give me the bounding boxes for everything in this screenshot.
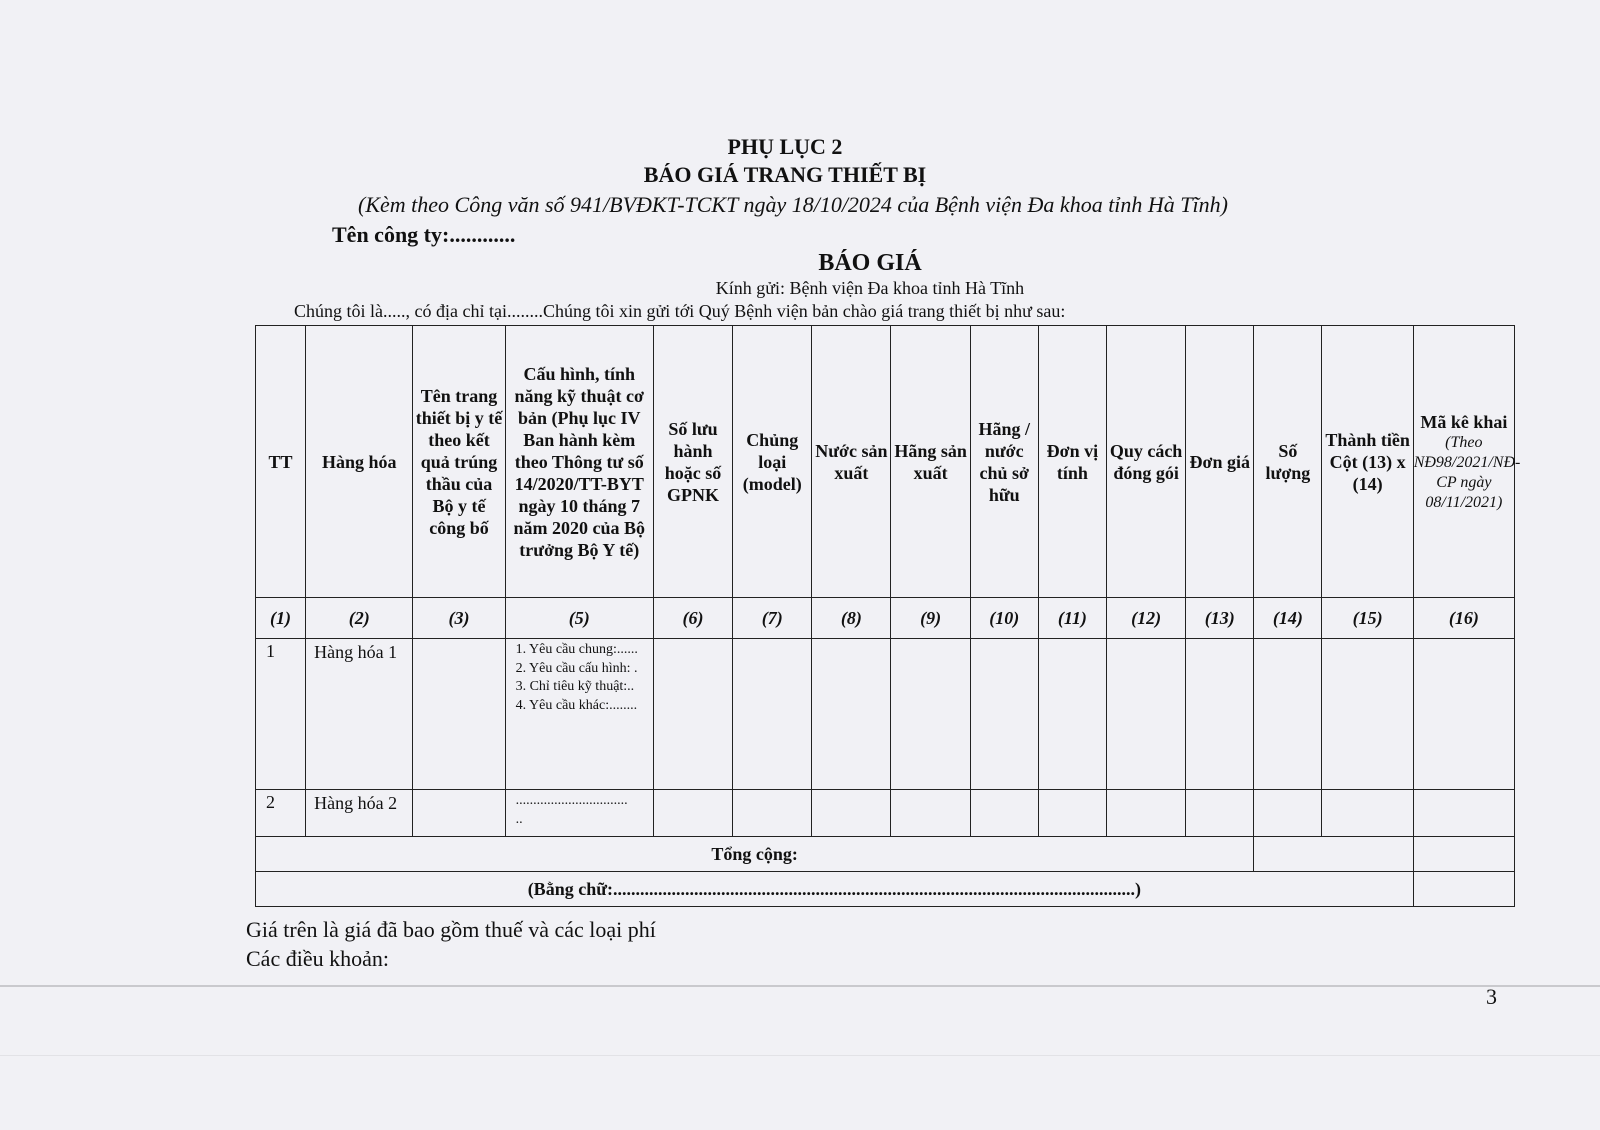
column-number: (13) xyxy=(1186,598,1254,639)
column-number: (2) xyxy=(306,598,413,639)
row-cell xyxy=(1106,790,1185,837)
document-title: BÁO GIÁ TRANG THIẾT BỊ xyxy=(643,162,927,187)
total-row xyxy=(256,837,1515,872)
column-number: (11) xyxy=(1038,598,1106,639)
row-cell xyxy=(1254,790,1322,837)
spec-line: 3. Chỉ tiêu kỹ thuật:.. xyxy=(515,679,635,694)
row-spec xyxy=(505,639,653,790)
quote-table xyxy=(255,325,1521,907)
terms-label: Các điều khoản: xyxy=(246,946,389,971)
column-number: (6) xyxy=(653,598,732,639)
row-cell xyxy=(812,639,891,790)
column-number: (12) xyxy=(1106,598,1185,639)
col-header-cau-hinh: Cấu hình, tính năng kỹ thuật cơ bản (Phụ lục IV Ban hành kèm theo Thông tư số 14/2020/TT-BYT ngày 10 tháng 7 năm 2020 của Bộ trưởng Bộ Y tế) xyxy=(505,326,653,598)
appendix-heading: PHỤ LỤC 2 xyxy=(727,134,843,159)
quote-title: BÁO GIÁ xyxy=(818,250,922,276)
in-words-code xyxy=(1413,872,1514,907)
col-header-hang-hoa: Hàng hóa xyxy=(306,326,413,598)
col-header-ma-ke-khai xyxy=(1413,326,1521,598)
in-words-row xyxy=(256,872,1515,907)
row-item-name: Hàng hóa 1 xyxy=(306,639,413,790)
col-header-hang-nuoc-chu-so-huu: Hãng / nước chủ sở hữu xyxy=(970,326,1038,598)
row-cell xyxy=(812,790,891,837)
ma-ke-khai-label: Mã kê khai xyxy=(1420,411,1508,432)
row-cell xyxy=(891,639,970,790)
row-spec xyxy=(505,790,653,837)
row-cell xyxy=(1413,790,1514,837)
column-number: (1) xyxy=(256,598,306,639)
row-cell xyxy=(970,790,1038,837)
column-number: (16) xyxy=(1413,598,1514,639)
row-cell xyxy=(733,639,812,790)
table-row xyxy=(256,639,1515,790)
column-number: (14) xyxy=(1254,598,1322,639)
col-header-hang-san-xuat: Hãng sản xuất xyxy=(891,326,970,598)
price-note: Giá trên là giá đã bao gồm thuế và các loại phí xyxy=(246,917,656,942)
row-cell xyxy=(1038,639,1106,790)
col-header-quy-cach: Quy cách đóng gói xyxy=(1106,326,1185,598)
row-cell xyxy=(1186,639,1254,790)
page-divider xyxy=(0,985,1600,987)
column-number: (9) xyxy=(891,598,970,639)
row-cell xyxy=(1186,790,1254,837)
row-cell xyxy=(1322,639,1413,790)
amount-in-words: (Bằng chữ:....................................................................................................................) xyxy=(256,872,1414,907)
col-header-so-luong: Số lượng xyxy=(1254,326,1322,598)
row-cell xyxy=(1322,790,1413,837)
col-header-tt: TT xyxy=(256,326,306,598)
ma-ke-khai-note: (Theo NĐ98/2021/NĐ-CP ngày 08/11/2021) xyxy=(1413,433,1521,511)
row-tt: 1 xyxy=(256,639,306,790)
col-header-ten-thiet-bi: Tên trang thiết bị y tế theo kết quả trúng thầu của Bộ y tế công bố xyxy=(413,326,505,598)
column-number: (7) xyxy=(733,598,812,639)
page-number: 3 xyxy=(1486,984,1497,1009)
row-tt: 2 xyxy=(256,790,306,837)
col-header-chung-loai: Chủng loại (model) xyxy=(733,326,812,598)
row-cell xyxy=(970,639,1038,790)
row-cell xyxy=(413,790,505,837)
row-cell xyxy=(891,790,970,837)
column-number-row xyxy=(256,598,1515,639)
column-number: (8) xyxy=(812,598,891,639)
total-label: Tổng cộng: xyxy=(256,837,1254,872)
col-header-thanh-tien: Thành tiền Cột (13) x (14) xyxy=(1322,326,1413,598)
row-cell xyxy=(733,790,812,837)
spec-line: .. xyxy=(515,811,523,827)
row-cell xyxy=(413,639,505,790)
column-number: (3) xyxy=(413,598,505,639)
document-subtitle: (Kèm theo Công văn số 941/BVĐKT-TCKT ngày 18/10/2024 của Bệnh viện Đa khoa tỉnh Hà Tĩnh) xyxy=(358,192,1228,217)
company-name: Tên công ty:............ xyxy=(332,222,516,247)
scan-band xyxy=(0,1055,1600,1056)
total-code xyxy=(1413,837,1514,872)
spec-line: ................................ xyxy=(515,793,628,808)
column-number: (15) xyxy=(1322,598,1413,639)
column-number: (10) xyxy=(970,598,1038,639)
row-cell xyxy=(1106,639,1185,790)
spec-line: 1. Yêu cầu chung:...... xyxy=(515,642,638,657)
row-cell xyxy=(1254,639,1322,790)
intro-paragraph: Chúng tôi là....., có địa chỉ tại........Chúng tôi xin gửi tới Quý Bệnh viện bản chào giá trang thiết bị như sau: xyxy=(294,301,1066,321)
recipient-line: Kính gửi: Bệnh viện Đa khoa tỉnh Hà Tĩnh xyxy=(715,278,1025,298)
header-row xyxy=(256,326,1515,598)
row-item-name: Hàng hóa 2 xyxy=(306,790,413,837)
total-value xyxy=(1254,837,1413,872)
col-header-nuoc-san-xuat: Nước sản xuất xyxy=(812,326,891,598)
table-row xyxy=(256,790,1515,837)
col-header-so-luu-hanh: Số lưu hành hoặc số GPNK xyxy=(653,326,732,598)
column-number: (5) xyxy=(505,598,653,639)
col-header-don-vi-tinh: Đơn vị tính xyxy=(1038,326,1106,598)
row-cell xyxy=(1038,790,1106,837)
spec-line: 4. Yêu cầu khác:........ xyxy=(515,697,638,713)
row-cell xyxy=(653,790,732,837)
spec-line: 2. Yêu cầu cấu hình: . xyxy=(515,660,638,676)
col-header-don-gia: Đơn giá xyxy=(1186,326,1254,598)
row-cell xyxy=(1413,639,1514,790)
row-cell xyxy=(653,639,732,790)
